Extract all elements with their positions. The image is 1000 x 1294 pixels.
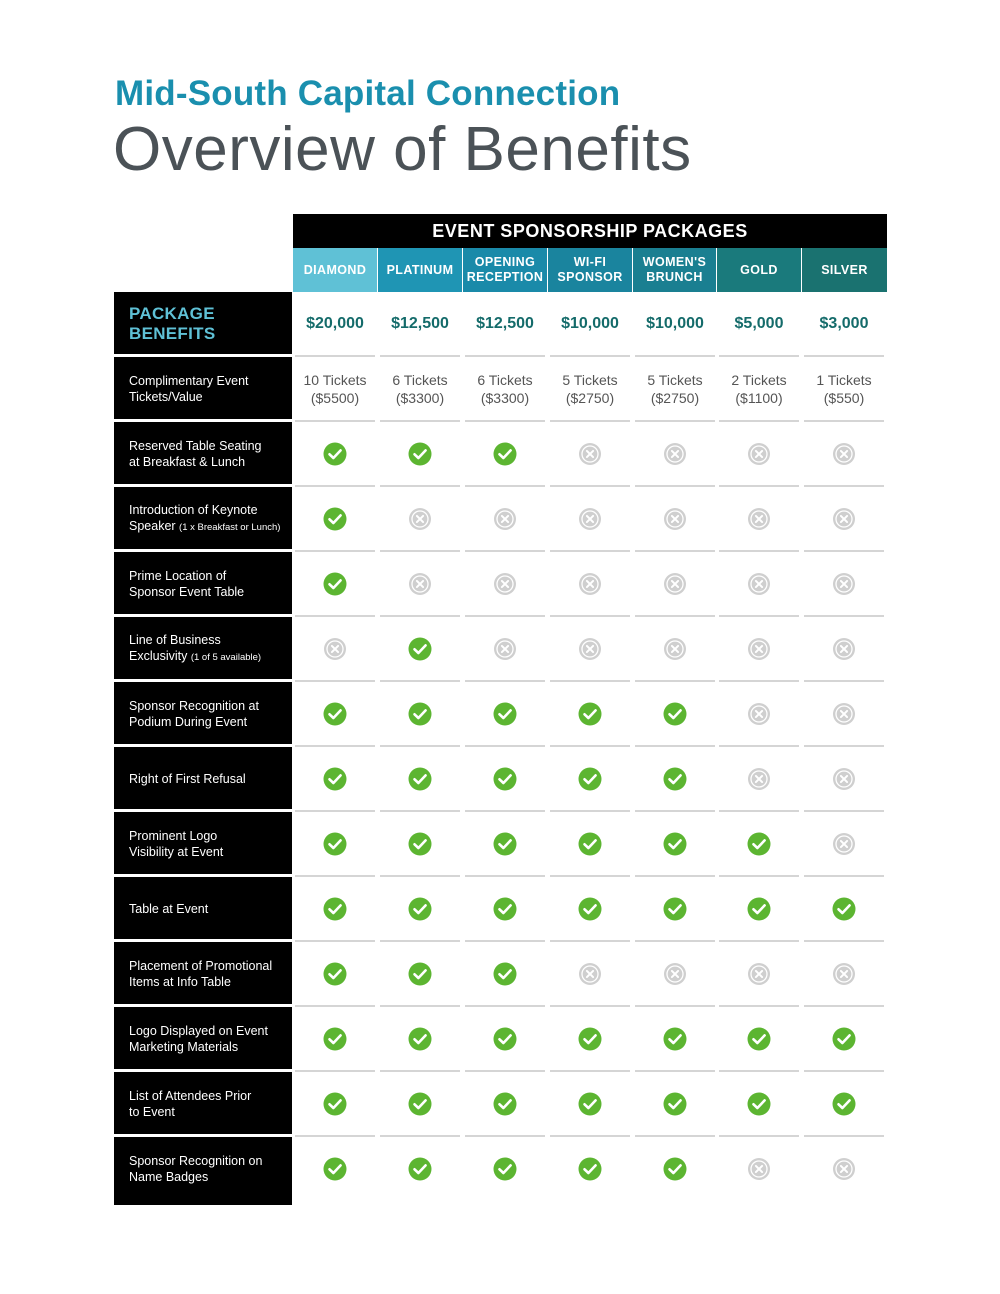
check-circle-icon: [378, 422, 462, 485]
check-circle-icon: [548, 1137, 632, 1200]
check-circle-icon: [633, 1072, 717, 1135]
org-title: Mid-South Capital Connection: [115, 74, 621, 113]
x-circle-icon: [717, 747, 801, 810]
benefit-label-text: Sponsor Event Table: [129, 584, 245, 599]
tickets-value-line: ($550): [823, 389, 865, 406]
benefit-label: [129, 552, 289, 615]
check-circle-icon: [548, 1007, 632, 1070]
x-circle-icon: [802, 422, 886, 485]
package-header-0: [293, 248, 377, 292]
check-circle-icon: [463, 422, 547, 485]
benefit-label-line: [129, 901, 289, 917]
tickets-value: [378, 357, 462, 420]
tickets-value: [717, 357, 801, 420]
benefit-label-text: Placement of Promotional: [129, 958, 273, 973]
x-circle-icon: [717, 487, 801, 550]
benefits-heading-line: BENEFITS: [129, 324, 216, 343]
package-price: $3,000: [819, 315, 869, 332]
tickets-value: [802, 357, 886, 420]
x-circle-icon: [802, 682, 886, 745]
check-circle-icon: [463, 942, 547, 1005]
benefit-note: (1 x Breakfast or Lunch): [179, 521, 281, 533]
check-circle-icon: [378, 682, 462, 745]
check-circle-icon: [378, 1137, 462, 1200]
check-circle-icon: [463, 1007, 547, 1070]
check-circle-icon: [717, 1072, 801, 1135]
x-circle-icon: [717, 422, 801, 485]
tickets-value: [293, 357, 377, 420]
benefit-label: [129, 617, 289, 680]
tickets-value-line: ($5500): [310, 389, 360, 406]
tickets-value-line: 6 Tickets: [477, 371, 533, 388]
package-price: $10,000: [561, 315, 619, 332]
check-circle-icon: [802, 1007, 886, 1070]
x-circle-icon: [548, 942, 632, 1005]
x-circle-icon: [717, 682, 801, 745]
x-circle-icon: [802, 942, 886, 1005]
package-name: WOMEN'S: [642, 255, 707, 269]
check-circle-icon: [378, 1072, 462, 1135]
benefit-label: [129, 487, 289, 550]
tickets-value-line: 5 Tickets: [647, 371, 703, 388]
package-price: $20,000: [306, 315, 364, 332]
package-header-5: [717, 248, 801, 292]
benefits-heading-line: PACKAGE: [129, 304, 215, 323]
benefit-label-text: Exclusivity: [129, 648, 188, 663]
benefit-label-text: at Breakfast & Lunch: [129, 454, 246, 469]
benefit-label-text: Sponsor Recognition at: [129, 698, 259, 713]
benefit-label-line: [129, 518, 289, 536]
x-circle-icon: [463, 617, 547, 680]
benefit-label: [129, 422, 289, 485]
tickets-value-line: ($3300): [480, 389, 530, 406]
x-circle-icon: [717, 552, 801, 615]
x-circle-icon: [463, 552, 547, 615]
tickets-value: [633, 357, 717, 420]
x-circle-icon: [633, 422, 717, 485]
benefit-label: [129, 812, 289, 875]
tickets-value: [463, 357, 547, 420]
benefit-label-line: [129, 584, 289, 600]
x-circle-icon: [378, 552, 462, 615]
check-circle-icon: [548, 747, 632, 810]
x-circle-icon: [717, 942, 801, 1005]
benefit-label-line: [129, 1104, 289, 1120]
check-circle-icon: [463, 812, 547, 875]
package-name: DIAMOND: [303, 262, 367, 277]
check-circle-icon: [548, 877, 632, 940]
tickets-value-line: ($2750): [650, 389, 700, 406]
benefit-label-line: [129, 958, 289, 974]
package-header-2: [463, 248, 547, 292]
check-circle-icon: [548, 812, 632, 875]
benefits-heading: [129, 304, 215, 344]
benefit-label: [129, 747, 289, 810]
x-circle-icon: [548, 487, 632, 550]
tickets-value-line: 5 Tickets: [562, 371, 618, 388]
x-circle-icon: [378, 487, 462, 550]
package-price: $12,500: [391, 315, 449, 332]
benefit-label-line: [129, 454, 289, 470]
benefit-label-text: Prominent Logo: [129, 828, 218, 843]
tickets-value-line: 1 Tickets: [816, 371, 872, 388]
check-circle-icon: [548, 682, 632, 745]
benefit-label-line: [129, 1039, 289, 1055]
benefit-label-text: Visibility at Event: [129, 844, 224, 859]
package-header-3: [548, 248, 632, 292]
check-circle-icon: [293, 1007, 377, 1070]
check-circle-icon: [293, 942, 377, 1005]
x-circle-icon: [802, 1137, 886, 1200]
benefit-label-text: Speaker: [129, 518, 176, 533]
check-circle-icon: [717, 1007, 801, 1070]
benefit-label-text: to Event: [129, 1104, 175, 1119]
check-circle-icon: [717, 812, 801, 875]
benefit-label: [129, 682, 289, 745]
check-circle-icon: [802, 1072, 886, 1135]
x-circle-icon: [802, 487, 886, 550]
benefit-label: [129, 357, 289, 420]
package-name: BRUNCH: [646, 270, 703, 284]
package-name: WI-FI: [573, 255, 607, 269]
x-circle-icon: [802, 747, 886, 810]
check-circle-icon: [633, 747, 717, 810]
benefit-label-text: Marketing Materials: [129, 1039, 239, 1054]
package-price: $10,000: [646, 315, 704, 332]
benefit-label-text: List of Attendees Prior: [129, 1088, 252, 1103]
check-circle-icon: [378, 747, 462, 810]
x-circle-icon: [633, 942, 717, 1005]
benefit-label-line: [129, 828, 289, 844]
check-circle-icon: [463, 1137, 547, 1200]
tickets-value-line: ($1100): [735, 389, 783, 406]
x-circle-icon: [802, 617, 886, 680]
check-circle-icon: [463, 877, 547, 940]
x-circle-icon: [633, 487, 717, 550]
benefit-label-line: [129, 714, 289, 730]
check-circle-icon: [717, 877, 801, 940]
benefit-label-line: [129, 1088, 289, 1104]
x-circle-icon: [802, 812, 886, 875]
benefit-label-line: [129, 568, 289, 584]
benefit-label-line: Tickets/Value: [129, 389, 203, 404]
benefit-label-line: [129, 974, 289, 990]
benefit-label-text: Reserved Table Seating: [129, 438, 262, 453]
check-circle-icon: [293, 877, 377, 940]
check-circle-icon: [293, 1072, 377, 1135]
benefit-label: [129, 1072, 289, 1135]
tickets-value: [548, 357, 632, 420]
x-circle-icon: [463, 487, 547, 550]
check-circle-icon: [293, 422, 377, 485]
check-circle-icon: [293, 552, 377, 615]
x-circle-icon: [548, 617, 632, 680]
benefit-label-line: Complimentary Event: [129, 373, 249, 388]
package-name: GOLD: [740, 262, 778, 277]
check-circle-icon: [378, 877, 462, 940]
check-circle-icon: [378, 617, 462, 680]
check-circle-icon: [633, 812, 717, 875]
tickets-value-line: ($2750): [565, 389, 615, 406]
tickets-value-line: ($3300): [395, 389, 445, 406]
benefit-label-line: [129, 1023, 289, 1039]
package-name: SPONSOR: [557, 270, 623, 284]
tickets-value-line: 10 Tickets: [303, 371, 367, 388]
benefit-label-text: Items at Info Table: [129, 974, 231, 989]
benefit-label: [129, 1137, 289, 1200]
benefit-label-text: Right of First Refusal: [129, 771, 246, 786]
benefit-label-text: Logo Displayed on Event: [129, 1023, 268, 1038]
x-circle-icon: [802, 552, 886, 615]
check-circle-icon: [378, 812, 462, 875]
check-circle-icon: [293, 812, 377, 875]
tickets-value-line: 6 Tickets: [392, 371, 448, 388]
check-circle-icon: [293, 487, 377, 550]
package-price: $5,000: [734, 315, 784, 332]
page-title: Overview of Benefits: [113, 115, 692, 184]
package-header-4: [633, 248, 716, 292]
benefit-label-line: [129, 648, 289, 666]
check-circle-icon: [378, 1007, 462, 1070]
package-header-6: [802, 248, 887, 292]
package-price: $12,500: [476, 315, 534, 332]
x-circle-icon: [633, 617, 717, 680]
check-circle-icon: [633, 682, 717, 745]
check-circle-icon: [548, 1072, 632, 1135]
x-circle-icon: [717, 1137, 801, 1200]
benefit-label-text: Line of Business: [129, 632, 221, 647]
package-header-1: [378, 248, 462, 292]
x-circle-icon: [633, 552, 717, 615]
x-circle-icon: [548, 552, 632, 615]
check-circle-icon: [633, 877, 717, 940]
packages-banner: EVENT SPONSORSHIP PACKAGES: [293, 214, 887, 248]
package-name: SILVER: [821, 262, 868, 277]
check-circle-icon: [463, 682, 547, 745]
benefit-label-text: Table at Event: [129, 901, 209, 916]
benefit-label-line: [129, 771, 289, 787]
benefit-label: [129, 877, 289, 940]
check-circle-icon: [633, 1137, 717, 1200]
check-circle-icon: [463, 1072, 547, 1135]
check-circle-icon: [378, 942, 462, 1005]
check-circle-icon: [633, 1007, 717, 1070]
benefit-label-line: [129, 632, 289, 648]
benefit-label: [129, 942, 289, 1005]
benefit-label-line: [129, 1153, 289, 1169]
check-circle-icon: [802, 877, 886, 940]
benefit-label-text: Name Badges: [129, 1169, 209, 1184]
package-name: PLATINUM: [386, 262, 454, 277]
benefit-label-text: Podium During Event: [129, 714, 248, 729]
x-circle-icon: [717, 617, 801, 680]
check-circle-icon: [293, 747, 377, 810]
package-name: OPENING: [474, 255, 536, 269]
benefit-label-line: [129, 1169, 289, 1185]
package-name: RECEPTION: [466, 270, 544, 284]
benefit-note: (1 of 5 available): [190, 651, 262, 663]
benefit-label-line: [129, 698, 289, 714]
benefit-label-text: Introduction of Keynote: [129, 502, 258, 517]
benefit-label-line: [129, 438, 289, 454]
check-circle-icon: [293, 1137, 377, 1200]
benefit-label-text: Sponsor Recognition on: [129, 1153, 263, 1168]
tickets-value-line: 2 Tickets: [731, 371, 787, 388]
benefit-label: [129, 1007, 289, 1070]
benefit-label-line: [129, 844, 289, 860]
check-circle-icon: [463, 747, 547, 810]
check-circle-icon: [293, 682, 377, 745]
benefit-label-line: [129, 502, 289, 518]
x-circle-icon: [293, 617, 377, 680]
x-circle-icon: [548, 422, 632, 485]
benefit-label-text: Prime Location of: [129, 568, 227, 583]
